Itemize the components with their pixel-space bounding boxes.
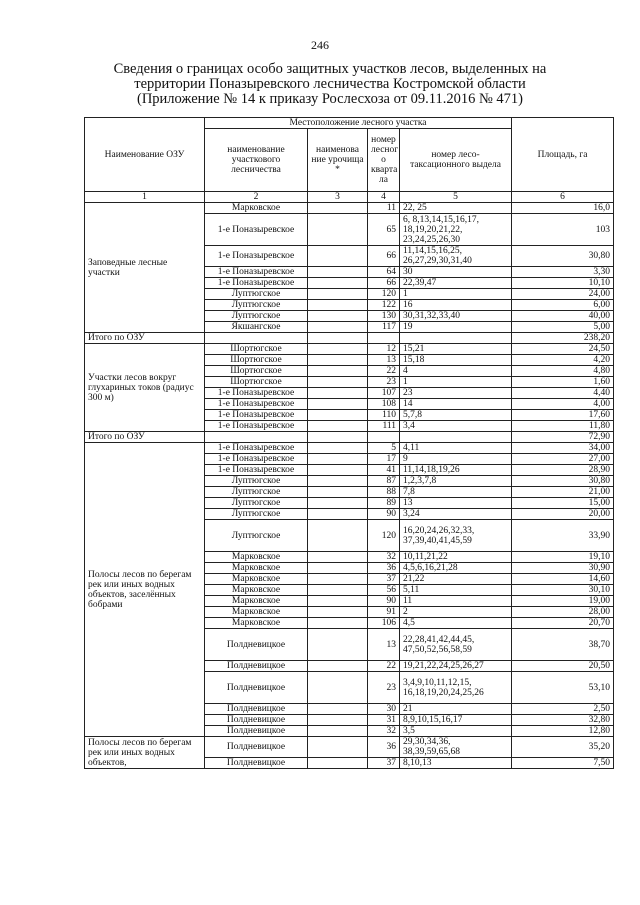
district-cell: Марковское (205, 596, 308, 607)
empty-cell (205, 333, 308, 344)
tract-cell (308, 465, 368, 476)
tract-cell (308, 214, 368, 246)
tract-cell (308, 454, 368, 465)
district-cell: Марковское (205, 203, 308, 214)
vydel-cell: 21 (400, 704, 512, 715)
quarter-cell: 22 (368, 366, 400, 377)
tract-cell (308, 300, 368, 311)
vydel-cell: 15,21 (400, 344, 512, 355)
quarter-cell: 87 (368, 476, 400, 487)
district-cell: Полдневицкое (205, 704, 308, 715)
district-cell: Марковское (205, 618, 308, 629)
empty-cell (308, 333, 368, 344)
area-cell: 2,50 (512, 704, 614, 715)
vydel-cell: 2 (400, 607, 512, 618)
district-cell: Марковское (205, 574, 308, 585)
header-tract: наименова ние урочища * (308, 129, 368, 192)
quarter-cell: 122 (368, 300, 400, 311)
quarter-cell: 88 (368, 487, 400, 498)
quarter-cell: 30 (368, 704, 400, 715)
area-cell: 30,80 (512, 476, 614, 487)
empty-cell (368, 333, 400, 344)
area-cell: 1,60 (512, 377, 614, 388)
vydel-cell: 13 (400, 498, 512, 509)
tract-cell (308, 498, 368, 509)
header-quarter: номер лесног о кварта ла (368, 129, 400, 192)
quarter-cell: 23 (368, 672, 400, 704)
area-cell: 19,10 (512, 552, 614, 563)
col-number: 2 (205, 192, 308, 203)
ozu-category-name: Полосы лесов по берегам рек или иных водных объектов, (85, 737, 205, 769)
tract-cell (308, 487, 368, 498)
district-cell: Луптюгское (205, 300, 308, 311)
tract-cell (308, 278, 368, 289)
quarter-cell: 91 (368, 607, 400, 618)
total-label: Итого по ОЗУ (85, 333, 205, 344)
quarter-cell: 36 (368, 563, 400, 574)
area-cell: 28,00 (512, 607, 614, 618)
quarter-cell: 11 (368, 203, 400, 214)
empty-cell (400, 333, 512, 344)
vydel-cell: 1 (400, 289, 512, 300)
area-cell: 20,00 (512, 509, 614, 520)
district-cell: Полдневицкое (205, 737, 308, 758)
tract-cell (308, 421, 368, 432)
vydel-cell: 5,7,8 (400, 410, 512, 421)
tract-cell (308, 596, 368, 607)
area-cell: 32,80 (512, 715, 614, 726)
district-cell: Марковское (205, 552, 308, 563)
quarter-cell: 130 (368, 311, 400, 322)
vydel-cell: 3,5 (400, 726, 512, 737)
ozu-table (84, 117, 614, 769)
vydel-cell: 4,11 (400, 443, 512, 454)
total-label: Итого по ОЗУ (85, 432, 205, 443)
vydel-cell: 30,31,32,33,40 (400, 311, 512, 322)
quarter-cell: 66 (368, 246, 400, 267)
area-cell: 27,00 (512, 454, 614, 465)
vydel-cell: 22, 25 (400, 203, 512, 214)
total-row (85, 333, 614, 344)
vydel-cell: 29,30,34,36, 38,39,59,65,68 (400, 737, 512, 758)
vydel-cell: 3,4,9,10,11,12,15, 16,18,19,20,24,25,26 (400, 672, 512, 704)
table-row (85, 344, 614, 355)
district-cell: Марковское (205, 563, 308, 574)
vydel-cell: 8,9,10,15,16,17 (400, 715, 512, 726)
quarter-cell: 13 (368, 355, 400, 366)
quarter-cell: 65 (368, 214, 400, 246)
ozu-table-body (85, 203, 614, 769)
tract-cell (308, 726, 368, 737)
area-cell: 10,10 (512, 278, 614, 289)
header-area: Площадь, га (512, 118, 614, 192)
tract-cell (308, 246, 368, 267)
area-cell: 20,50 (512, 661, 614, 672)
col-number: 5 (400, 192, 512, 203)
area-cell: 4,40 (512, 388, 614, 399)
district-cell: Полдневицкое (205, 715, 308, 726)
ozu-category-name: Заповедные лесные участки (85, 203, 205, 333)
district-cell: Полдневицкое (205, 629, 308, 661)
district-cell: Полдневицкое (205, 672, 308, 704)
table-row (85, 443, 614, 454)
vydel-cell: 9 (400, 454, 512, 465)
vydel-cell: 10,11,21,22 (400, 552, 512, 563)
empty-cell (308, 432, 368, 443)
vydel-cell: 16 (400, 300, 512, 311)
district-cell: Луптюгское (205, 509, 308, 520)
district-cell: 1-е Поназыревское (205, 421, 308, 432)
quarter-cell: 117 (368, 322, 400, 333)
district-cell: Луптюгское (205, 289, 308, 300)
vydel-cell: 22,28,41,42,44,45, 47,50,52,56,58,59 (400, 629, 512, 661)
quarter-cell: 37 (368, 758, 400, 769)
quarter-cell: 120 (368, 289, 400, 300)
area-cell: 30,90 (512, 563, 614, 574)
district-cell: Шортюгское (205, 344, 308, 355)
area-cell: 103 (512, 214, 614, 246)
tract-cell (308, 203, 368, 214)
vydel-cell: 4,5 (400, 618, 512, 629)
tract-cell (308, 322, 368, 333)
district-cell: 1-е Поназыревское (205, 246, 308, 267)
tract-cell (308, 366, 368, 377)
vydel-cell: 6, 8,13,14,15,16,17, 18,19,20,21,22, 23,24,25,26,30 (400, 214, 512, 246)
header-ozu-name: Наименование ОЗУ (85, 118, 205, 192)
vydel-cell: 23 (400, 388, 512, 399)
vydel-cell: 1,2,3,7,8 (400, 476, 512, 487)
vydel-cell: 14 (400, 399, 512, 410)
area-cell: 7,50 (512, 758, 614, 769)
tract-cell (308, 737, 368, 758)
vydel-cell: 16,20,24,26,32,33, 37,39,40,41,45,59 (400, 520, 512, 552)
area-cell: 38,70 (512, 629, 614, 661)
area-cell: 12,80 (512, 726, 614, 737)
tract-cell (308, 607, 368, 618)
tract-cell (308, 399, 368, 410)
quarter-cell: 12 (368, 344, 400, 355)
district-cell: Марковское (205, 585, 308, 596)
vydel-cell: 4 (400, 366, 512, 377)
area-cell: 4,20 (512, 355, 614, 366)
quarter-cell: 120 (368, 520, 400, 552)
tract-cell (308, 585, 368, 596)
vydel-cell: 3,4 (400, 421, 512, 432)
district-cell: 1-е Поназыревское (205, 267, 308, 278)
area-cell: 3,30 (512, 267, 614, 278)
tract-cell (308, 377, 368, 388)
page-number: 246 (311, 38, 329, 52)
quarter-cell: 22 (368, 661, 400, 672)
quarter-cell: 31 (368, 715, 400, 726)
title-line-3: (Приложение № 14 к приказу Рослесхоза от 09.11.2016 № 471) (136, 91, 524, 107)
district-cell: Луптюгское (205, 520, 308, 552)
vydel-cell: 8,10,13 (400, 758, 512, 769)
district-cell: Полдневицкое (205, 758, 308, 769)
district-cell: 1-е Поназыревское (205, 388, 308, 399)
district-cell: 1-е Поназыревское (205, 410, 308, 421)
quarter-cell: 90 (368, 596, 400, 607)
area-cell: 17,60 (512, 410, 614, 421)
tract-cell (308, 661, 368, 672)
district-cell: Шортюгское (205, 377, 308, 388)
quarter-cell: 108 (368, 399, 400, 410)
tract-cell (308, 704, 368, 715)
tract-cell (308, 311, 368, 322)
tract-cell (308, 476, 368, 487)
area-cell: 33,90 (512, 520, 614, 552)
col-number: 1 (85, 192, 205, 203)
vydel-cell: 21,22 (400, 574, 512, 585)
tract-cell (308, 715, 368, 726)
area-cell: 11,80 (512, 421, 614, 432)
area-cell: 6,00 (512, 300, 614, 311)
tract-cell (308, 552, 368, 563)
district-cell: Луптюгское (205, 498, 308, 509)
area-cell: 15,00 (512, 498, 614, 509)
district-cell: 1-е Поназыревское (205, 454, 308, 465)
tract-cell (308, 344, 368, 355)
area-cell: 24,00 (512, 289, 614, 300)
area-cell: 14,60 (512, 574, 614, 585)
district-cell: Луптюгское (205, 487, 308, 498)
quarter-cell: 106 (368, 618, 400, 629)
quarter-cell: 90 (368, 509, 400, 520)
tract-cell (308, 563, 368, 574)
total-area: 72,90 (512, 432, 614, 443)
empty-cell (205, 432, 308, 443)
quarter-cell: 32 (368, 726, 400, 737)
tract-cell (308, 267, 368, 278)
quarter-cell: 13 (368, 629, 400, 661)
tract-cell (308, 410, 368, 421)
area-cell: 30,80 (512, 246, 614, 267)
district-cell: Шортюгское (205, 366, 308, 377)
quarter-cell: 36 (368, 737, 400, 758)
area-cell: 35,20 (512, 737, 614, 758)
title-line-1: Сведения о границах особо защитных участков лесов, выделенных на (113, 61, 547, 77)
area-cell: 16,0 (512, 203, 614, 214)
col-number: 6 (512, 192, 614, 203)
tract-cell (308, 672, 368, 704)
district-cell: 1-е Поназыревское (205, 465, 308, 476)
tract-cell (308, 520, 368, 552)
area-cell: 4,80 (512, 366, 614, 377)
vydel-cell: 5,11 (400, 585, 512, 596)
vydel-cell: 11 (400, 596, 512, 607)
area-cell: 53,10 (512, 672, 614, 704)
total-area: 238,20 (512, 333, 614, 344)
quarter-cell: 64 (368, 267, 400, 278)
district-cell: 1-е Поназыревское (205, 443, 308, 454)
area-cell: 19,00 (512, 596, 614, 607)
district-cell: 1-е Поназыревское (205, 214, 308, 246)
quarter-cell: 66 (368, 278, 400, 289)
title-line-2: территории Поназыревского лесничества Костромской области (134, 76, 526, 92)
quarter-cell: 23 (368, 377, 400, 388)
tract-cell (308, 289, 368, 300)
district-cell: Шортюгское (205, 355, 308, 366)
quarter-cell: 17 (368, 454, 400, 465)
col-number: 4 (368, 192, 400, 203)
table-row (85, 203, 614, 214)
col-number: 3 (308, 192, 368, 203)
district-cell: Полдневицкое (205, 661, 308, 672)
district-cell: 1-е Поназыревское (205, 399, 308, 410)
tract-cell (308, 629, 368, 661)
quarter-cell: 107 (368, 388, 400, 399)
vydel-cell: 30 (400, 267, 512, 278)
vydel-cell: 22,39,47 (400, 278, 512, 289)
vydel-cell: 7,8 (400, 487, 512, 498)
quarter-cell: 37 (368, 574, 400, 585)
tract-cell (308, 509, 368, 520)
vydel-cell: 3,24 (400, 509, 512, 520)
ozu-category-name: Участки лесов вокруг глухариных токов (радиус 300 м) (85, 344, 205, 432)
quarter-cell: 32 (368, 552, 400, 563)
area-cell: 40,00 (512, 311, 614, 322)
area-cell: 28,90 (512, 465, 614, 476)
district-cell: Марковское (205, 607, 308, 618)
area-cell: 4,00 (512, 399, 614, 410)
area-cell: 21,00 (512, 487, 614, 498)
quarter-cell: 89 (368, 498, 400, 509)
tract-cell (308, 355, 368, 366)
header-vydel: номер лесо- таксационного выдела (400, 129, 512, 192)
tract-cell (308, 443, 368, 454)
header-location-group: Местоположение лесного участка (205, 118, 512, 129)
tract-cell (308, 618, 368, 629)
quarter-cell: 111 (368, 421, 400, 432)
district-cell: Полдневицкое (205, 726, 308, 737)
empty-cell (368, 432, 400, 443)
quarter-cell: 110 (368, 410, 400, 421)
vydel-cell: 19,21,22,24,25,26,27 (400, 661, 512, 672)
vydel-cell: 19 (400, 322, 512, 333)
area-cell: 24,50 (512, 344, 614, 355)
tract-cell (308, 388, 368, 399)
area-cell: 30,10 (512, 585, 614, 596)
document-title (80, 62, 580, 107)
district-cell: Луптюгское (205, 311, 308, 322)
quarter-cell: 56 (368, 585, 400, 596)
district-cell: Якшангское (205, 322, 308, 333)
area-cell: 34,00 (512, 443, 614, 454)
vydel-cell: 11,14,18,19,26 (400, 465, 512, 476)
district-cell: 1-е Поназыревское (205, 278, 308, 289)
area-cell: 20,70 (512, 618, 614, 629)
empty-cell (400, 432, 512, 443)
area-cell: 5,00 (512, 322, 614, 333)
vydel-cell: 11,14,15,16,25, 26,27,29,30,31,40 (400, 246, 512, 267)
vydel-cell: 4,5,6,16,21,28 (400, 563, 512, 574)
tract-cell (308, 574, 368, 585)
vydel-cell: 15,18 (400, 355, 512, 366)
district-cell: Луптюгское (205, 476, 308, 487)
vydel-cell: 1 (400, 377, 512, 388)
total-row (85, 432, 614, 443)
table-row (85, 737, 614, 758)
tract-cell (308, 758, 368, 769)
quarter-cell: 41 (368, 465, 400, 476)
header-district: наименование участкового лесничества (205, 129, 308, 192)
quarter-cell: 5 (368, 443, 400, 454)
ozu-category-name: Полосы лесов по берегам рек или иных водных объектов, заселённых бобрами (85, 443, 205, 737)
